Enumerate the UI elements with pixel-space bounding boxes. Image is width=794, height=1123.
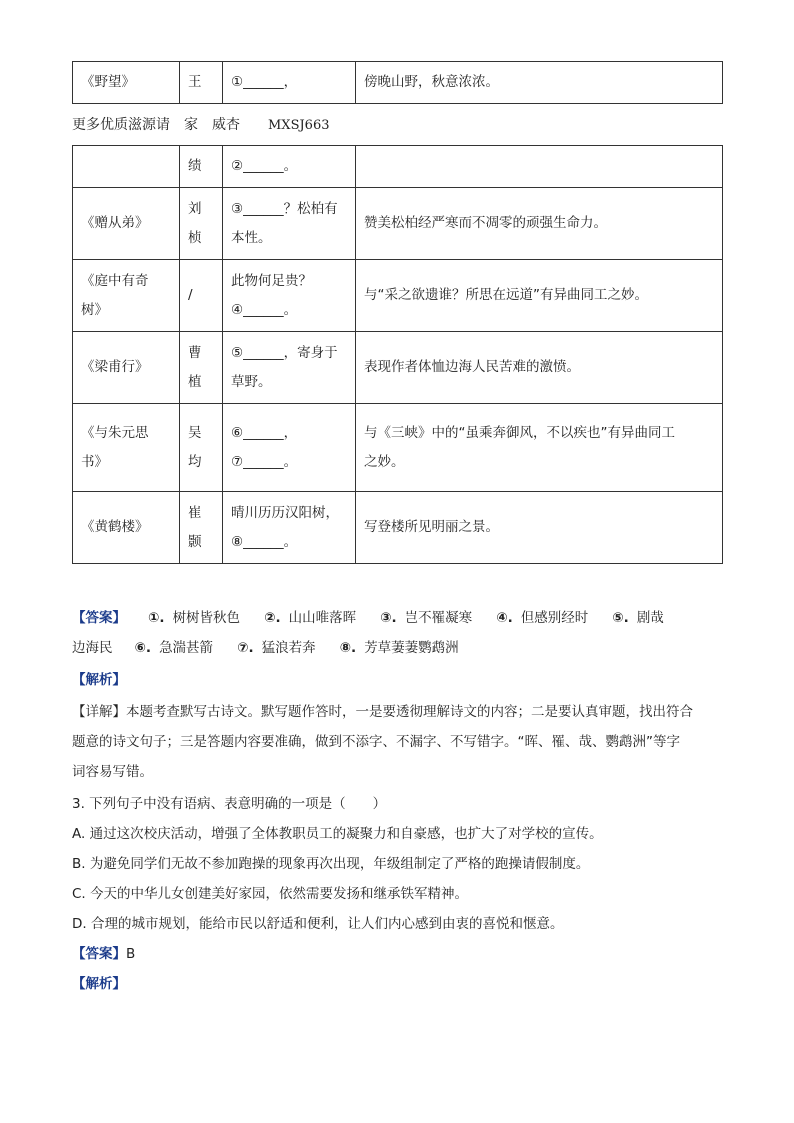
blank-cell: [223, 260, 356, 332]
answer-number: ③.: [380, 610, 397, 626]
author-cell-line: 刘: [188, 200, 202, 217]
answer-text: 山山唯落晖: [288, 610, 357, 626]
author-cell: 王: [180, 62, 223, 104]
work-cell: [73, 332, 180, 404]
blank-cell: [223, 146, 356, 188]
question-stem: 3. 下列句子中没有语病、表意明确的一项是（ ）: [72, 796, 387, 812]
blank-cell-line: ⑧______。: [231, 533, 298, 550]
note-cell-line: 与“采之欲遗谁？所思在远道”有异曲同工之妙。: [364, 287, 648, 303]
detail-paragraph: [72, 697, 724, 787]
blank-cell-line: ⑥______，: [231, 424, 298, 441]
note-cell: [356, 332, 723, 404]
note-cell-line: 之妙。: [364, 453, 405, 470]
table-row: [73, 332, 723, 404]
answer-number: ⑦.: [237, 640, 254, 656]
answer-number: ①.: [148, 610, 165, 626]
option-d: D. 合理的城市规划，能给市民以舒适和便利，让人们内心感到由衷的喜悦和惬意。: [72, 916, 564, 932]
author-cell: [180, 146, 223, 188]
author-cell: [180, 492, 223, 564]
option-b: B. 为避免同学们无故不参加跑操的现象再次出现，年级组制定了严格的跑操请假制度。: [72, 856, 590, 872]
answer-tag: 【答案】: [72, 610, 126, 626]
note-cell: [356, 260, 723, 332]
table-row: [73, 260, 723, 332]
author-cell-line: 植: [188, 373, 202, 390]
blank-cell: [223, 188, 356, 260]
answer-line-1: [72, 603, 724, 633]
table-row: [73, 188, 723, 260]
table-row: [73, 404, 723, 492]
note-cell: [356, 404, 723, 492]
author-cell-line: /: [188, 287, 193, 303]
note-cell-line: 表现作者体恤边海人民苦难的激愤。: [364, 359, 580, 375]
answer-line-2: [72, 633, 724, 663]
work-cell: [73, 146, 180, 188]
author-cell-line: 颢: [188, 533, 202, 550]
work-cell-line: 《与朱元思: [81, 424, 149, 441]
answer-text: 急湍甚箭: [159, 640, 214, 656]
table-row: [73, 492, 723, 564]
work-cell-line: 《赠从弟》: [81, 215, 149, 231]
author-cell-line: 曹: [188, 344, 202, 361]
analysis-heading: [72, 665, 724, 695]
answer-number: ②.: [264, 610, 281, 626]
promo-code: MXSJ663: [268, 118, 330, 133]
answer-item: [496, 610, 588, 626]
answer-number: ⑥.: [134, 640, 152, 656]
work-cell-line: 《梁甫行》: [81, 359, 149, 375]
note-cell-line: 赞美松柏经严寒而不凋零的顽强生命力。: [364, 215, 607, 231]
question-3: [72, 789, 724, 999]
table-row: [73, 62, 723, 104]
note-cell-line: 与《三峡》中的“虽乘奔御风，不以疾也”有异曲同工: [364, 424, 675, 441]
author-cell-line: 桢: [188, 229, 202, 246]
detail-line-1: 本题考查默写古诗文。默写题作答时，一是要透彻理解诗文的内容；二是要认真审题，找出符合: [126, 704, 693, 720]
blank-cell-line: ②______。: [231, 158, 298, 174]
answer-item: [612, 610, 664, 626]
answer-item: [237, 640, 316, 656]
note-cell: [356, 188, 723, 260]
answer-text: 猛浪若奔: [261, 640, 316, 656]
q3-answer: B: [126, 946, 136, 962]
work-cell: [73, 260, 180, 332]
table-row: [73, 146, 723, 188]
promo-word-2: 威杏: [212, 117, 240, 133]
answer-continuation: 边海民: [72, 640, 113, 656]
answer-item: [264, 610, 356, 626]
answer-text: 岂不罹凝寒: [404, 610, 473, 626]
note-cell: 傍晚山野，秋意浓浓。: [356, 62, 723, 104]
detail-line-3: 词容易写错。: [72, 764, 153, 780]
work-cell: [73, 492, 180, 564]
answer-text: 芳草萋萋鹦鹉洲: [364, 640, 459, 656]
detail-line-2: 题意的诗文句子；三是答题内容要准确，做到不添字、不漏字、不写错字。“晖、罹、哉、鹦鹉洲”等字: [72, 734, 680, 750]
author-cell: [180, 188, 223, 260]
author-cell-line: 均: [188, 453, 202, 470]
blank-cell-line: ④______。: [231, 301, 298, 318]
detail-tag: 【详解】: [72, 704, 126, 720]
work-cell: 《野望》: [73, 62, 180, 104]
work-cell: [73, 404, 180, 492]
blank-cell-line: ③______？松柏有: [231, 200, 338, 217]
work-cell-line: 《庭中有奇: [81, 272, 149, 289]
answer-text: 剧哉: [636, 610, 664, 626]
analysis-tag: 【解析】: [72, 672, 126, 688]
blank-cell-line: 草野。: [231, 373, 272, 390]
option-a: A. 通过这次校庆活动，增强了全体教职员工的凝聚力和自豪感，也扩大了对学校的宣传。: [72, 826, 603, 842]
blank-cell-line: 此物何足贵？: [231, 272, 312, 289]
option-c: C. 今天的中华儿女创建美好家园，依然需要发扬和继承铁军精神。: [72, 886, 469, 902]
poem-table-top: [72, 61, 723, 104]
answer-item: [148, 610, 240, 626]
work-cell-line: 《黄鹤楼》: [81, 519, 149, 535]
author-cell: [180, 404, 223, 492]
note-cell: [356, 492, 723, 564]
q3-analysis-tag: 【解析】: [72, 976, 126, 992]
promo-line: [72, 114, 344, 134]
blank-cell-line: 晴川历历汉阳树，: [231, 504, 339, 521]
poem-table: [72, 145, 723, 564]
answer-item: [340, 640, 459, 656]
blank-cell-line: 本性。: [231, 229, 272, 246]
author-cell-line: 绩: [188, 158, 202, 174]
author-cell: [180, 260, 223, 332]
answer-text: 树树皆秋色: [172, 610, 241, 626]
answer-item: [135, 640, 214, 656]
work-cell-line: 书》: [81, 453, 108, 470]
answer-text: 但感别经时: [520, 610, 589, 626]
author-cell-line: 吴: [188, 424, 202, 441]
note-cell: [356, 146, 723, 188]
q3-answer-tag: 【答案】: [72, 946, 126, 962]
work-cell: [73, 188, 180, 260]
blank-cell-line: ⑤______，寄身于: [231, 344, 338, 361]
work-cell-line: 树》: [81, 301, 108, 318]
promo-text: 更多优质滋源请: [72, 117, 170, 133]
answer-item: [380, 610, 472, 626]
blank-cell: [223, 492, 356, 564]
blank-cell: [223, 404, 356, 492]
answer-number: ⑧.: [339, 640, 357, 656]
note-cell-line: 写登楼所见明丽之景。: [364, 519, 499, 535]
answer-number: ⑤.: [612, 610, 629, 626]
answer-number: ④.: [496, 610, 513, 626]
blank-cell: ①______，: [223, 62, 356, 104]
blank-cell: [223, 332, 356, 404]
author-cell-line: 崔: [188, 504, 202, 521]
blank-cell-line: ⑦______。: [231, 453, 298, 470]
promo-word-1: 家: [184, 117, 198, 133]
author-cell: [180, 332, 223, 404]
